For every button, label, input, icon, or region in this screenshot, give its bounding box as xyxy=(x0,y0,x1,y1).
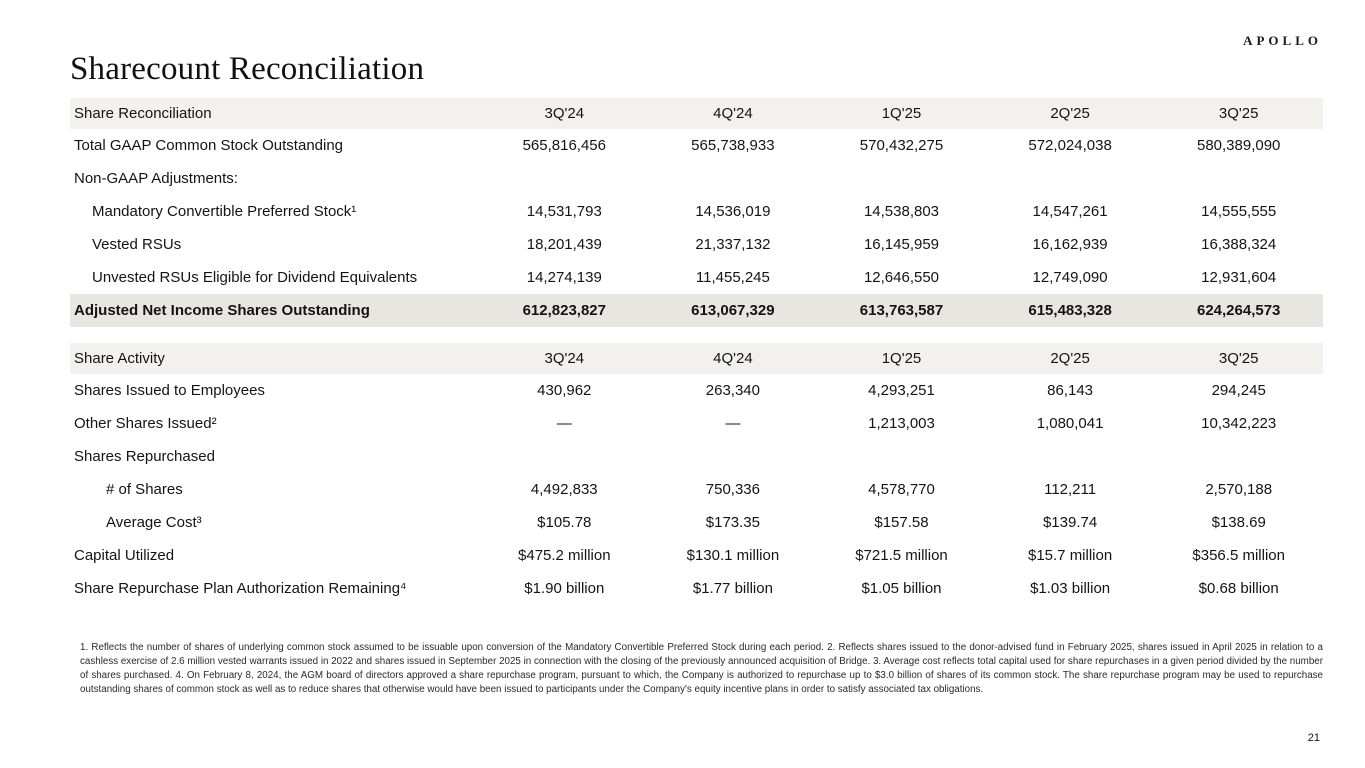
apollo-logo: APOLLO xyxy=(1243,33,1322,48)
cell-value: — xyxy=(556,415,572,432)
table-row xyxy=(70,129,1323,162)
table-row xyxy=(70,539,1323,572)
row-label: # of Shares xyxy=(106,481,183,498)
column-header: 1Q'25 xyxy=(881,105,922,122)
table-row xyxy=(70,162,1323,195)
cell-value: 263,340 xyxy=(705,382,760,399)
column-header: 2Q'25 xyxy=(1050,350,1090,367)
cell-value: 86,143 xyxy=(1047,382,1094,399)
cell-value: $1.03 billion xyxy=(1030,580,1111,597)
row-label: Other Shares Issued² xyxy=(74,415,217,432)
cell-value: $0.68 billion xyxy=(1198,580,1279,597)
row-label: Average Cost³ xyxy=(106,514,202,531)
cell-value: 2,570,188 xyxy=(1205,481,1273,498)
cell-value: 750,336 xyxy=(705,481,760,498)
cell-value: $173.35 xyxy=(705,514,760,531)
row-label: Mandatory Convertible Preferred Stock¹ xyxy=(92,203,357,220)
column-header: 3Q'25 xyxy=(1218,105,1259,122)
cell-value: 612,823,827 xyxy=(522,302,606,319)
cell-value: 18,201,439 xyxy=(526,236,602,253)
cell-value: $15.7 million xyxy=(1027,547,1113,564)
cell-value: — xyxy=(725,415,741,432)
cell-value: 570,432,275 xyxy=(859,137,944,154)
page-number: 21 xyxy=(1307,732,1320,744)
table-row xyxy=(70,473,1323,506)
cell-value: 11,455,245 xyxy=(695,269,770,286)
page-title: Sharecount Reconciliation xyxy=(70,51,425,87)
cell-value: 565,816,456 xyxy=(522,137,606,154)
cell-value: 21,337,132 xyxy=(695,236,771,253)
table-row xyxy=(70,195,1323,228)
cell-value: 10,342,223 xyxy=(1201,415,1277,432)
table-row xyxy=(70,294,1323,327)
cell-value: 430,962 xyxy=(537,382,592,399)
table-row xyxy=(70,440,1323,473)
cell-value: 572,024,038 xyxy=(1028,137,1112,154)
cell-value: 14,531,793 xyxy=(526,203,602,220)
footnotes-text: 1. Reflects the number of shares of underlying common stock assumed to be issuable upon conversion of the Mandatory Convertible Preferred Stock during each period. 2. Reflects shares issued to the donor-advised fund in February 2025, shares issued in April 2025 in relation to a cashless exercise of 2.6 million vested warrants issued in 2022 and shares issued in September 2025 in connection with the closing of the previously announced acquisition of Bridge. 3. Average cost reflects total capital used for share repurchases in a given period divided by the number of shares purchased. 4. On February 8, 2024, the AGM board of directors approved a share repurchase program, pursuant to which, the Company is authorized to repurchase up to $3.0 billion of shares of its common stock. The share repurchase program may be used to repurchase outstanding shares of common stock as well as to reduce shares that otherwise would have been issued to participants under the Company's equity incentive plans in order to satisfy associated tax obligations. xyxy=(80,642,1323,695)
cell-value: 16,162,939 xyxy=(1032,236,1108,253)
cell-value: 615,483,328 xyxy=(1028,302,1112,319)
row-label: Capital Utilized xyxy=(74,547,175,564)
table-row xyxy=(70,261,1323,294)
row-label: Vested RSUs xyxy=(92,236,182,253)
cell-value: 613,067,329 xyxy=(691,302,775,319)
cell-value: $157.58 xyxy=(874,514,929,531)
column-header: 3Q'25 xyxy=(1218,350,1259,367)
cell-value: 14,538,803 xyxy=(863,203,940,220)
cell-value: $1.77 billion xyxy=(692,580,773,597)
cell-value: 4,492,833 xyxy=(530,481,598,498)
cell-value: 580,389,090 xyxy=(1196,137,1281,154)
table-row xyxy=(70,407,1323,440)
cell-value: 16,145,959 xyxy=(863,236,940,253)
column-header: 4Q'24 xyxy=(713,350,753,367)
cell-value: 12,646,550 xyxy=(863,269,940,286)
cell-value: 294,245 xyxy=(1211,382,1266,399)
row-label: Non-GAAP Adjustments: xyxy=(74,170,238,187)
cell-value: 112,211 xyxy=(1044,481,1097,498)
column-header: 3Q'24 xyxy=(544,350,585,367)
cell-value: 4,293,251 xyxy=(868,382,935,399)
cell-value: 565,738,933 xyxy=(691,137,775,154)
header-row-share-activity xyxy=(70,343,1323,374)
row-label: Total GAAP Common Stock Outstanding xyxy=(74,137,344,154)
row-label: Adjusted Net Income Shares Outstanding xyxy=(74,302,370,319)
cell-value: 14,547,261 xyxy=(1032,203,1108,220)
cell-value: $1.90 billion xyxy=(524,580,605,597)
header-row-share-reconciliation xyxy=(70,98,1323,129)
column-header: 2Q'25 xyxy=(1050,105,1090,122)
cell-value: $356.5 million xyxy=(1192,547,1285,564)
cell-value: $721.5 million xyxy=(855,547,948,564)
row-label: Share Repurchase Plan Authorization Remaining⁴ xyxy=(74,580,407,597)
row-label: Shares Repurchased xyxy=(74,448,215,465)
cell-value: 14,555,555 xyxy=(1201,203,1277,220)
table-share-reconciliation xyxy=(70,98,1323,327)
table-row xyxy=(70,228,1323,261)
column-header: 3Q'24 xyxy=(544,105,585,122)
cell-value: 12,749,090 xyxy=(1032,269,1108,286)
table-title: Share Activity xyxy=(74,350,165,367)
cell-value: 1,080,041 xyxy=(1036,415,1104,432)
column-header: 4Q'24 xyxy=(713,105,753,122)
cell-value: 613,763,587 xyxy=(859,302,944,319)
cell-value: 624,264,573 xyxy=(1196,302,1281,319)
cell-value: 16,388,324 xyxy=(1201,236,1277,253)
table-row xyxy=(70,572,1323,605)
cell-value: 1,213,003 xyxy=(868,415,935,432)
cell-value: 4,578,770 xyxy=(868,481,935,498)
cell-value: $138.69 xyxy=(1211,514,1266,531)
table-share-activity xyxy=(70,343,1323,605)
cell-value: $130.1 million xyxy=(686,547,780,564)
table-row xyxy=(70,506,1323,539)
cell-value: $475.2 million xyxy=(518,547,611,564)
cell-value: 14,536,019 xyxy=(695,203,771,220)
column-header: 1Q'25 xyxy=(881,350,922,367)
row-label: Unvested RSUs Eligible for Dividend Equivalents xyxy=(92,269,418,286)
table-title: Share Reconciliation xyxy=(74,105,212,122)
row-label: Shares Issued to Employees xyxy=(74,382,265,399)
table-row xyxy=(70,374,1323,407)
cell-value: $1.05 billion xyxy=(861,580,942,597)
cell-value: 14,274,139 xyxy=(526,269,602,286)
tables-container xyxy=(70,98,1323,621)
cell-value: $139.74 xyxy=(1042,514,1098,531)
cell-value: 12,931,604 xyxy=(1201,269,1277,286)
cell-value: $105.78 xyxy=(537,514,592,531)
